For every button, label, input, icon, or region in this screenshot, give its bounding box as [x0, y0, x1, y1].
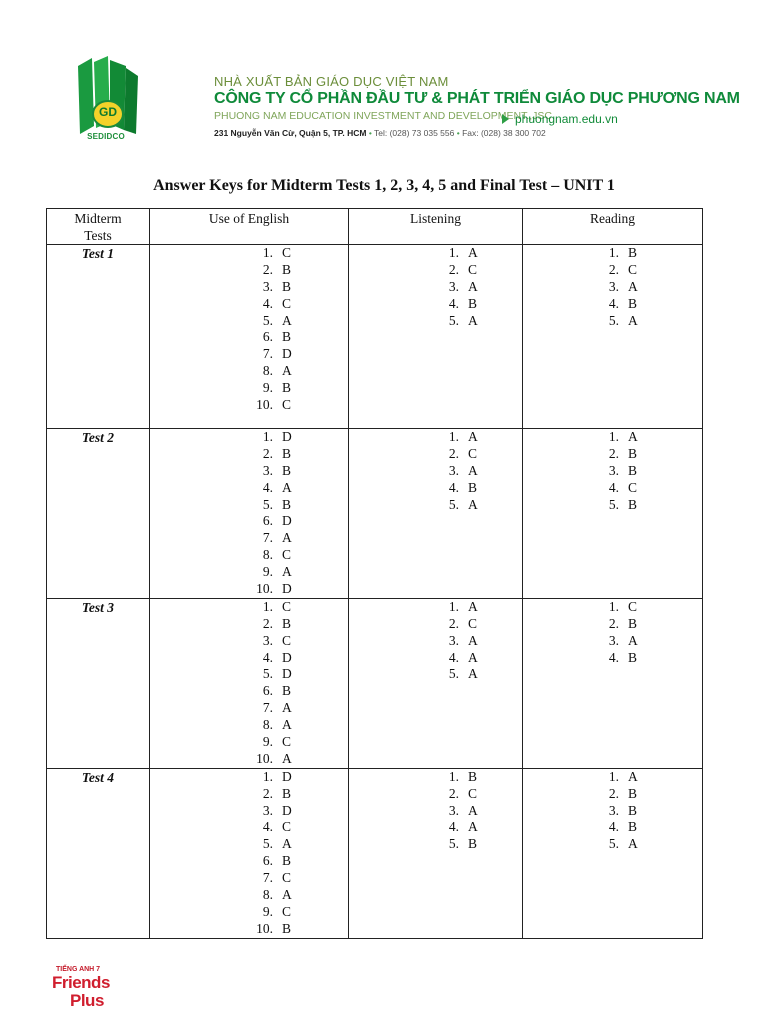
- header-use-of-english: Use of English: [150, 209, 349, 245]
- reading-answers-cell: [523, 429, 703, 599]
- answer-item: [523, 446, 702, 463]
- answer-item: [349, 463, 522, 480]
- answer-item: [523, 819, 702, 836]
- question-number: 2.: [608, 445, 619, 461]
- answer-item: [150, 429, 348, 446]
- answer-item: [349, 633, 522, 650]
- listening-answers-cell: [349, 429, 523, 599]
- question-number: 4.: [448, 479, 459, 495]
- question-number: 1.: [448, 598, 459, 614]
- question-number: 3.: [448, 462, 459, 478]
- question-number: 3.: [608, 462, 619, 478]
- answer-item: [523, 245, 702, 262]
- answer-item: [349, 786, 522, 803]
- answer-letter: A: [282, 750, 292, 766]
- answer-letter: B: [628, 819, 638, 835]
- answer-letter: B: [628, 245, 638, 260]
- answer-letter: B: [282, 380, 292, 396]
- reading-answer-list: [523, 599, 702, 667]
- test-name: Test 4: [47, 768, 150, 938]
- question-number: 1.: [262, 768, 273, 784]
- answer-item: [150, 616, 348, 633]
- reading-answer-list: [523, 429, 702, 513]
- answer-letter: A: [282, 717, 292, 733]
- answer-letter: B: [628, 615, 638, 631]
- answer-letter: C: [282, 870, 292, 886]
- answer-letter: B: [282, 462, 292, 478]
- answer-letter: A: [628, 278, 638, 294]
- answer-letter: D: [282, 768, 292, 784]
- question-number: 5.: [608, 496, 619, 512]
- answer-letter: A: [468, 429, 478, 444]
- listening-answer-list: [349, 599, 522, 683]
- answer-item: [150, 497, 348, 514]
- question-number: 5.: [448, 496, 459, 512]
- question-number: 3.: [448, 278, 459, 294]
- answer-item: [150, 313, 348, 330]
- answer-item: [523, 279, 702, 296]
- use-of-english-answers-cell: [150, 429, 349, 599]
- question-number: 6.: [262, 329, 273, 345]
- answer-item: [349, 803, 522, 820]
- answer-item: [349, 279, 522, 296]
- answer-item: [150, 751, 348, 768]
- brand-line-2: Plus: [70, 991, 104, 1010]
- page-title: Answer Keys for Midterm Tests 1, 2, 3, 4, 5 and Final Test – UNIT 1: [153, 177, 615, 194]
- question-number: 10.: [256, 920, 273, 936]
- answer-letter: D: [282, 666, 292, 682]
- answer-letter: A: [468, 462, 478, 478]
- answer-letter: A: [282, 700, 292, 716]
- answer-item: [150, 921, 348, 938]
- question-number: 7.: [262, 700, 273, 716]
- answer-item: [523, 633, 702, 650]
- company-name-english: PHUONG NAM EDUCATION INVESTMENT AND DEVELOPMENT.,JSC: [214, 110, 552, 122]
- friends-plus-logo: [52, 966, 132, 1014]
- answer-letter: D: [282, 513, 292, 529]
- question-number: 2.: [608, 785, 619, 801]
- answer-item: [150, 463, 348, 480]
- question-number: 8.: [262, 887, 273, 903]
- question-number: 3.: [448, 802, 459, 818]
- answer-item: [349, 616, 522, 633]
- table-header-row: [47, 209, 703, 245]
- answer-letter: C: [628, 598, 638, 614]
- question-number: 10.: [256, 397, 273, 413]
- question-number: 3.: [262, 462, 273, 478]
- answer-item: [523, 786, 702, 803]
- question-number: 4.: [448, 649, 459, 665]
- question-number: 4.: [262, 479, 273, 495]
- answer-item: [523, 480, 702, 497]
- answer-letter: C: [282, 819, 292, 835]
- arrow-icon: [502, 114, 509, 124]
- test-name: Test 1: [47, 245, 150, 429]
- test-name: Test 2: [47, 429, 150, 599]
- question-number: 1.: [608, 429, 619, 444]
- answer-letter: B: [282, 496, 292, 512]
- answer-letter: A: [468, 649, 478, 665]
- answer-item: [523, 836, 702, 853]
- question-number: 9.: [262, 903, 273, 919]
- question-number: 6.: [262, 683, 273, 699]
- question-number: 5.: [608, 836, 619, 852]
- table-row: [47, 598, 703, 768]
- listening-answer-list: [349, 769, 522, 853]
- answer-letter: A: [282, 836, 292, 852]
- answer-item: [349, 446, 522, 463]
- bullet-icon: •: [456, 128, 463, 138]
- use-of-english-answer-list: [150, 769, 348, 938]
- question-number: 9.: [262, 380, 273, 396]
- brand-line-1: Friends: [52, 973, 110, 992]
- answer-letter: D: [282, 346, 292, 362]
- listening-answer-list: [349, 429, 522, 513]
- question-number: 4.: [448, 819, 459, 835]
- question-number: 5.: [448, 666, 459, 682]
- answer-letter: C: [468, 785, 478, 801]
- question-number: 7.: [262, 530, 273, 546]
- answer-letter: C: [282, 903, 292, 919]
- website-text: phuongnam.edu.vn: [515, 112, 618, 126]
- answer-letter: D: [282, 581, 292, 597]
- answer-letter: A: [468, 496, 478, 512]
- answer-item: [150, 803, 348, 820]
- answer-letter: B: [628, 445, 638, 461]
- answer-item: [349, 497, 522, 514]
- publisher-header: [72, 50, 740, 160]
- question-number: 4.: [608, 819, 619, 835]
- question-number: 3.: [608, 632, 619, 648]
- answer-item: [523, 497, 702, 514]
- use-of-english-answers-cell: [150, 768, 349, 938]
- answer-item: [523, 463, 702, 480]
- answer-letter: A: [628, 836, 638, 852]
- bullet-icon: •: [368, 128, 374, 138]
- answer-letter: A: [468, 278, 478, 294]
- answer-item: [523, 296, 702, 313]
- answer-letter: D: [282, 429, 292, 444]
- question-number: 1.: [262, 598, 273, 614]
- answer-letter: A: [282, 530, 292, 546]
- table-row: [47, 429, 703, 599]
- header-midterm-tests: Midterm Tests: [47, 209, 150, 245]
- question-number: 5.: [262, 666, 273, 682]
- answer-letter: C: [282, 598, 292, 614]
- question-number: 2.: [448, 785, 459, 801]
- question-number: 3.: [262, 278, 273, 294]
- website-link[interactable]: [502, 112, 618, 126]
- question-number: 4.: [608, 479, 619, 495]
- answer-letter: B: [282, 920, 292, 936]
- answer-letter: C: [468, 445, 478, 461]
- question-number: 1.: [608, 768, 619, 784]
- answer-letter: B: [282, 261, 292, 277]
- answer-item: [523, 262, 702, 279]
- answer-letter: C: [468, 615, 478, 631]
- answer-letter: A: [468, 598, 478, 614]
- logo-mark: GD: [99, 105, 117, 119]
- answer-item: [150, 296, 348, 313]
- answer-letter: A: [468, 819, 478, 835]
- answer-item: [349, 836, 522, 853]
- answer-item: [349, 650, 522, 667]
- answer-item: [150, 633, 348, 650]
- answer-item: [349, 666, 522, 683]
- question-number: 3.: [262, 802, 273, 818]
- fax-text: Fax: (028) 38 300 702: [462, 128, 546, 138]
- answer-letter: B: [628, 649, 638, 665]
- answer-letter: C: [628, 261, 638, 277]
- question-number: 5.: [262, 836, 273, 852]
- question-number: 2.: [262, 615, 273, 631]
- answer-letter: C: [282, 547, 292, 563]
- logo-text: SEDIDCO: [87, 132, 125, 141]
- question-number: 7.: [262, 346, 273, 362]
- answer-item: [523, 599, 702, 616]
- answer-letter: C: [282, 397, 292, 413]
- question-number: 1.: [608, 245, 619, 260]
- question-number: 1.: [448, 429, 459, 444]
- question-number: 9.: [262, 564, 273, 580]
- answer-item: [349, 599, 522, 616]
- answer-letter: A: [468, 666, 478, 682]
- question-number: 3.: [608, 802, 619, 818]
- reading-answers-cell: [523, 598, 703, 768]
- question-number: 1.: [262, 245, 273, 260]
- answer-letter: A: [468, 312, 478, 328]
- question-number: 4.: [448, 295, 459, 311]
- test-name: Test 3: [47, 598, 150, 768]
- answer-item: [150, 480, 348, 497]
- question-number: 3.: [448, 632, 459, 648]
- answer-letter: B: [468, 836, 478, 852]
- answer-letter: A: [628, 632, 638, 648]
- answer-item: [150, 363, 348, 380]
- question-number: 5.: [448, 312, 459, 328]
- question-number: 9.: [262, 734, 273, 750]
- question-number: 1.: [448, 768, 459, 784]
- answer-item: [349, 313, 522, 330]
- answer-item: [349, 480, 522, 497]
- answer-letter: B: [468, 768, 478, 784]
- answer-key-table: [46, 208, 703, 939]
- listening-answers-cell: [349, 245, 523, 429]
- answer-item: [349, 262, 522, 279]
- question-number: 5.: [448, 836, 459, 852]
- answer-letter: C: [282, 295, 292, 311]
- answer-letter: A: [468, 802, 478, 818]
- question-number: 4.: [608, 649, 619, 665]
- use-of-english-answers-cell: [150, 245, 349, 429]
- question-number: 4.: [262, 295, 273, 311]
- answer-letter: A: [628, 429, 638, 444]
- answer-item: [150, 397, 348, 414]
- answer-item: [150, 446, 348, 463]
- use-of-english-answer-list: [150, 245, 348, 414]
- answer-item: [150, 279, 348, 296]
- answer-item: [523, 803, 702, 820]
- question-number: 5.: [608, 312, 619, 328]
- answer-item: [150, 853, 348, 870]
- question-number: 3.: [262, 632, 273, 648]
- question-number: 5.: [262, 312, 273, 328]
- table-row: [47, 768, 703, 938]
- answer-letter: B: [628, 496, 638, 512]
- answer-item: [349, 429, 522, 446]
- reading-answer-list: [523, 769, 702, 853]
- answer-item: [150, 262, 348, 279]
- question-number: 2.: [448, 261, 459, 277]
- answer-letter: A: [282, 887, 292, 903]
- question-number: 2.: [262, 261, 273, 277]
- question-number: 2.: [608, 261, 619, 277]
- answer-letter: C: [468, 261, 478, 277]
- answer-item: [523, 429, 702, 446]
- answer-letter: B: [628, 802, 638, 818]
- question-number: 4.: [608, 295, 619, 311]
- answer-letter: B: [282, 445, 292, 461]
- answer-item: [523, 769, 702, 786]
- answer-letter: B: [282, 683, 292, 699]
- answer-letter: A: [282, 564, 292, 580]
- answer-item: [150, 380, 348, 397]
- question-number: 1.: [448, 245, 459, 260]
- answer-item: [150, 734, 348, 751]
- answer-letter: B: [282, 785, 292, 801]
- book-leaves-logo-icon: [74, 56, 140, 140]
- answer-item: [150, 904, 348, 921]
- answer-item: [150, 245, 348, 262]
- question-number: 2.: [448, 445, 459, 461]
- question-number: 6.: [262, 853, 273, 869]
- answer-letter: B: [282, 615, 292, 631]
- answer-item: [150, 329, 348, 346]
- question-number: 2.: [448, 615, 459, 631]
- answer-item: [349, 769, 522, 786]
- answer-item: [150, 870, 348, 887]
- answer-letter: B: [282, 853, 292, 869]
- question-number: 4.: [262, 819, 273, 835]
- answer-item: [150, 769, 348, 786]
- question-number: 10.: [256, 750, 273, 766]
- answer-letter: D: [282, 802, 292, 818]
- reading-answers-cell: [523, 245, 703, 429]
- address-text: 231 Nguyễn Văn Cừ, Quận 5, TP. HCM: [214, 128, 367, 138]
- table-row: [47, 245, 703, 429]
- answer-item: [150, 819, 348, 836]
- answer-item: [150, 700, 348, 717]
- answer-item: [150, 513, 348, 530]
- answer-item: [150, 887, 348, 904]
- answer-item: [150, 581, 348, 598]
- answer-item: [523, 313, 702, 330]
- answer-item: [523, 650, 702, 667]
- answer-letter: B: [628, 462, 638, 478]
- question-number: 7.: [262, 870, 273, 886]
- answer-item: [150, 346, 348, 363]
- question-number: 1.: [262, 429, 273, 444]
- use-of-english-answer-list: [150, 429, 348, 598]
- question-number: 8.: [262, 717, 273, 733]
- answer-letter: B: [468, 295, 478, 311]
- answer-item: [523, 616, 702, 633]
- answer-letter: B: [628, 785, 638, 801]
- header-listening: Listening: [349, 209, 523, 245]
- answer-item: [150, 786, 348, 803]
- answer-letter: C: [282, 734, 292, 750]
- answer-letter: A: [468, 632, 478, 648]
- use-of-english-answers-cell: [150, 598, 349, 768]
- answer-letter: B: [628, 295, 638, 311]
- question-number: 8.: [262, 547, 273, 563]
- question-number: 10.: [256, 581, 273, 597]
- answer-letter: A: [468, 245, 478, 260]
- answer-item: [150, 530, 348, 547]
- answer-item: [150, 683, 348, 700]
- question-number: 1.: [608, 598, 619, 614]
- answer-letter: B: [282, 329, 292, 345]
- question-number: 5.: [262, 496, 273, 512]
- answer-letter: C: [282, 632, 292, 648]
- answer-item: [150, 650, 348, 667]
- header-reading: Reading: [523, 209, 703, 245]
- listening-answer-list: [349, 245, 522, 329]
- answer-letter: A: [628, 312, 638, 328]
- answer-item: [349, 296, 522, 313]
- question-number: 4.: [262, 649, 273, 665]
- contact-line: [214, 128, 546, 138]
- listening-answers-cell: [349, 598, 523, 768]
- answer-item: [150, 564, 348, 581]
- answer-letter: B: [282, 278, 292, 294]
- answer-item: [150, 666, 348, 683]
- reading-answers-cell: [523, 768, 703, 938]
- question-number: 8.: [262, 363, 273, 379]
- reading-answer-list: [523, 245, 702, 329]
- question-number: 6.: [262, 513, 273, 529]
- answer-letter: C: [282, 245, 292, 260]
- answer-item: [150, 547, 348, 564]
- answer-letter: D: [282, 649, 292, 665]
- answer-item: [349, 819, 522, 836]
- answer-item: [349, 245, 522, 262]
- publisher-name: NHÀ XUẤT BẢN GIÁO DỤC VIỆT NAM: [214, 74, 449, 89]
- question-number: 2.: [608, 615, 619, 631]
- listening-answers-cell: [349, 768, 523, 938]
- question-number: 3.: [608, 278, 619, 294]
- answer-item: [150, 836, 348, 853]
- answer-letter: A: [282, 312, 292, 328]
- series-line: TIẾNG ANH 7: [56, 966, 101, 973]
- answer-letter: A: [282, 363, 292, 379]
- company-name: CÔNG TY CỔ PHẦN ĐẦU TƯ & PHÁT TRIỂN GIÁO DỤC PHƯƠNG NAM: [214, 90, 740, 107]
- question-number: 2.: [262, 785, 273, 801]
- answer-item: [150, 717, 348, 734]
- tel-text: Tel: (028) 73 035 556: [374, 128, 455, 138]
- answer-letter: B: [468, 479, 478, 495]
- use-of-english-answer-list: [150, 599, 348, 768]
- answer-letter: A: [628, 768, 638, 784]
- question-number: 2.: [262, 445, 273, 461]
- answer-letter: A: [282, 479, 292, 495]
- answer-letter: C: [628, 479, 638, 495]
- answer-item: [150, 599, 348, 616]
